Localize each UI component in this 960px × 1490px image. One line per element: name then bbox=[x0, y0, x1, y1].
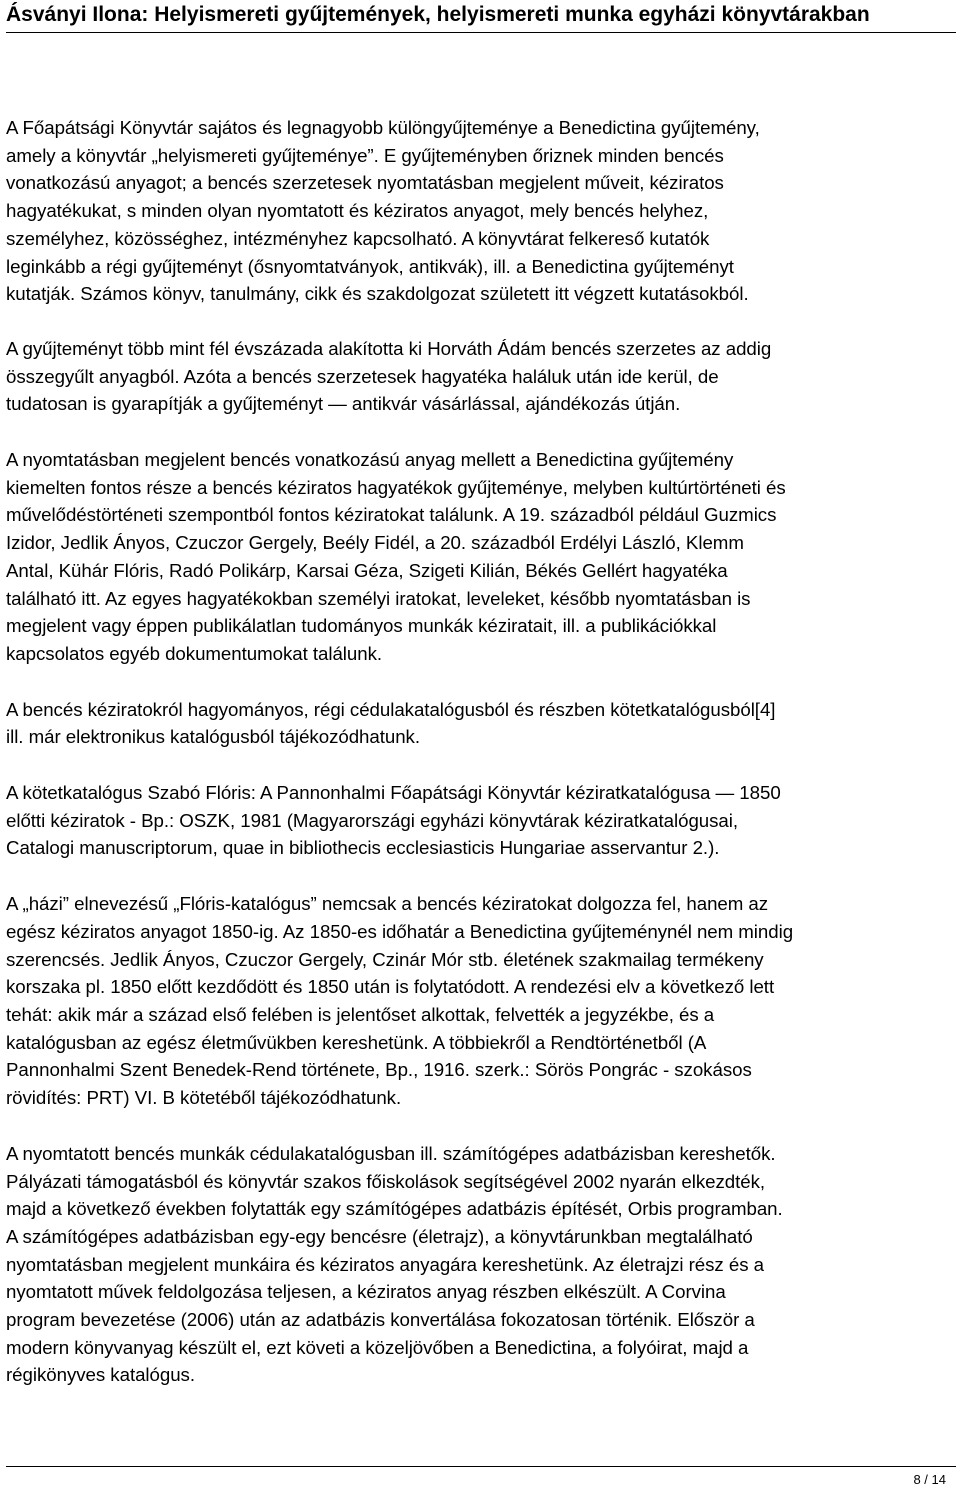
footer-divider bbox=[6, 1466, 956, 1467]
page-header-title: Ásványi Ilona: Helyismereti gyűjtemények, helyismereti munka egyházi könyvtárakban bbox=[6, 3, 870, 26]
paragraph-1: A Főapátsági Könyvtár sajátos és legnagyobb különgyűjteménye a Benedictina gyűjtemény, amely a könyvtár „helyismereti gyűjteménye”. E gyűjteményben őriznek minden bencés vonatkozású anyagot; a bencés szerzetesek nyomtatásban megjelent műveit, kéziratos hagyatékukat, s minden olyan nyomtatott és kéziratos anyagot, mely bencés helyhez, személyhez, közösséghez, intézményhez kapcsolható. A könyvtárat felkereső kutatók leginkább a régi gyűjteményt (ősnyomtatványok, antikvák), ill. a Benedictina gyűjteményt kutatják. Számos könyv, tanulmány, cikk és szakdolgozat született itt végzett kutatásokból. bbox=[6, 117, 760, 305]
paragraph-4: A bencés kéziratokról hagyományos, régi cédulakatalógusból és részben kötetkatalógusból[4] ill. már elektronikus katalógusból tájékozódhatunk. bbox=[6, 698, 776, 748]
paragraph-2: A gyűjteményt több mint fél évszázada alakította ki Horváth Ádám bencés szerzetes az addig összegyűlt anyagból. Azóta a bencés szerzetesek hagyatéka haláluk után ide kerül, de tudatosan is gyarapítják a gyűjteményt — antikvár vásárlással, ajándékozás útján. bbox=[6, 337, 772, 415]
paragraph-6: A „házi” elnevezésű „Flóris-katalógus” nemcsak a bencés kéziratokat dolgozza fel, hanem az egész kéziratos anyagot 1850-ig. Az 1850-es időhatár a Benedictina gyűjteménynél nem mindig szerencsés. Jedlik Ányos, Czuczor Gergely, Czinár Mór stb. életének szakmailag termékeny korszaka pl. 1850 előtt kezdődött és 1850 után is folytatódott. A rendezési elv a következő lett tehát: akik már a század első felében is jelentőset alkottak, felvették a jegyzékbe, és a katalógusban az egész életművükben kereshetünk. A többiekről a Rendtörténetből (A Pannonhalmi Szent Benedek-Rend története, Bp., 1916. szerk.: Sörös Pongrác - szokásos rövidítés: PRT) VI. B kötetéből tájékozódhatunk. bbox=[6, 893, 794, 1109]
paragraph-5: A kötetkatalógus Szabó Flóris: A Pannonhalmi Főapátsági Könyvtár kéziratkatalógusa — 1850 előtti kéziratok - Bp.: OSZK, 1981 (Magyarországi egyházi könyvtárak kéziratkatalógusai, Catalogi manuscriptorum, quae in bibliothecis ecclesiasticis Hungariae asservantur 2.). bbox=[6, 782, 781, 859]
document-body bbox=[6, 114, 958, 1389]
paragraph-3: A nyomtatásban megjelent bencés vonatkozású anyag mellett a Benedictina gyűjtemény kiemelten fontos része a bencés kéziratos hagyatékok gyűjteménye, melyben kultúrtörténeti és művelődéstörténeti szempontból fontos kéziratokat találunk. A 19. századból például Guzmics Izidor, Jedlik Ányos, Czuczor Gergely, Beély Fidél, a 20. századból Erdélyi László, Klemm Antal, Kühár Flóris, Radó Polikárp, Karsai Géza, Szigeti Kilián, Békés Gellért hagyatéka található itt. Az egyes hagyatékokban személyi iratokat, leveleket, később nyomtatásban is megjelent vagy éppen publikálatlan tudományos munkák kéziratait, ill. a publikációkkal kapcsolatos egyéb dokumentumokat találunk. bbox=[6, 449, 786, 664]
header-divider bbox=[6, 32, 956, 33]
page-number: 8 / 14 bbox=[913, 1472, 946, 1487]
paragraph-7: A nyomtatott bencés munkák cédulakatalógusban ill. számítógépes adatbázisban kereshetők. Pályázati támogatásból és könyvtár szakos főiskolások segítségével 2002 nyarán elkezdték, majd a következő években folytatták egy számítógépes adatbázis építését, Orbis programban. A számítógépes adatbázisban egy-egy bencésre (életrajz), a könyvtárunkban megtalálható nyomtatásban megjelent munkáira és kéziratos anyagára kereshetünk. Az életrajzi rész és a nyomtatott művek feldolgozása teljesen, a kéziratos anyag részben elkészült. A Corvina program bevezetése (2006) után az adatbázis konvertálása fokozatosan történik. Először a modern könyvanyag készült el, ezt követi a közeljövőben a Benedictina, a folyóirat, majd a régikönyves katalógus. bbox=[6, 1142, 783, 1386]
